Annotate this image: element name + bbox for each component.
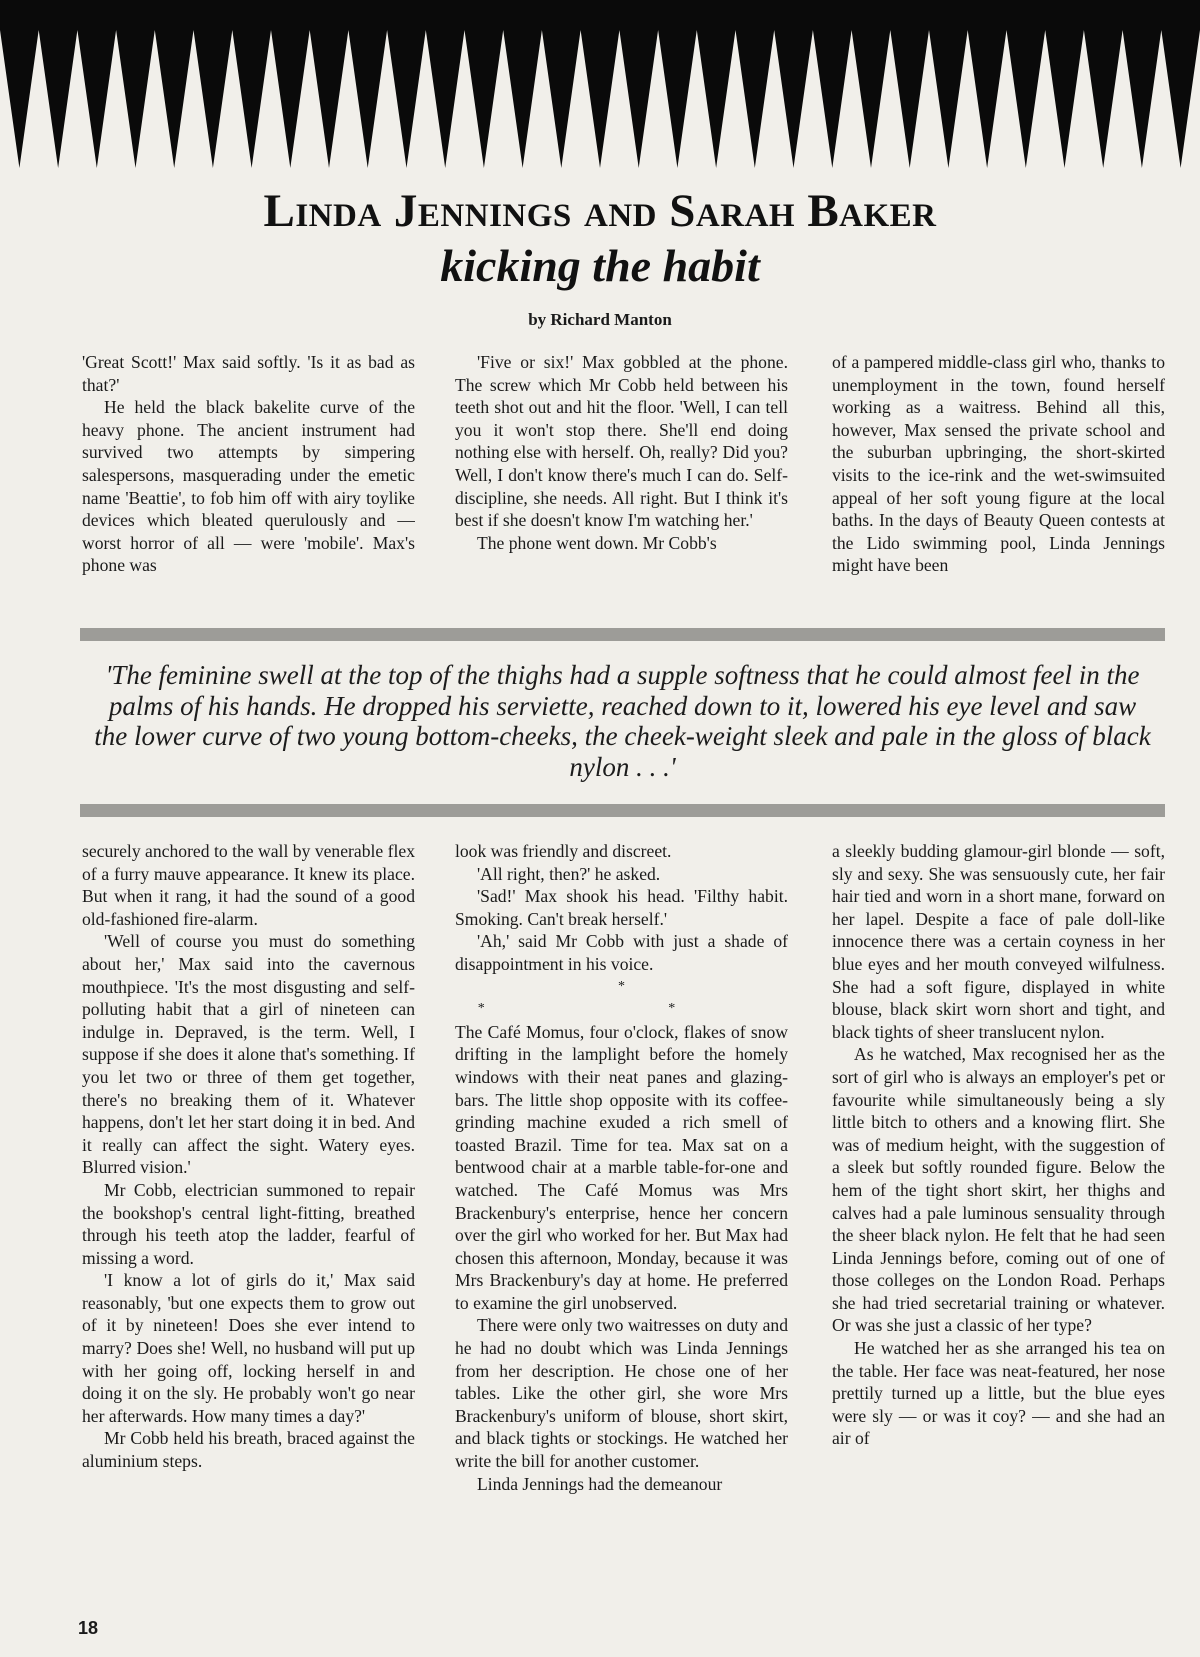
pull-quote: 'The feminine swell at the top of the thighs had a supple softness that he could almost feel in the palms of his hands. He dropped his serviette, reached down to it, lowered his eye level and saw the lower curve of two young bottom-cheeks, the cheek-weight sleek and pale in the gloss of black nylon . . .' xyxy=(94,660,1151,782)
top-column-1 xyxy=(82,351,415,601)
paragraph: He watched her as she arranged his tea on the table. Her face was neat-featured, her nose prettily turned up a little, but the blue eyes were sly — or was it coy? — and she had an air of xyxy=(832,1338,1165,1449)
paragraph: 'Well of course you must do something about her,' Max said into the cavernous mouthpiece. 'It's the most disgusting and self-polluting habit that a girl of nineteen can indulge in. Depraved, is the term. Well, I suppose if she does it alone that's something. If you let two or three of them get together, there's no breaking them of it. Whatever happens, don't let her start doing it in bed. And it really can affect the sight. Watery eyes. Blurred vision.' xyxy=(82,931,415,1178)
column-2-before-break xyxy=(455,840,788,976)
paragraph: Mr Cobb held his breath, braced against the aluminium steps. xyxy=(82,1428,415,1472)
paragraph: look was friendly and discreet. xyxy=(455,841,672,861)
paragraph: 'Sad!' Max shook his head. 'Filthy habit. Smoking. Can't break herself.' xyxy=(455,886,788,929)
paragraph: As he watched, Max recognised her as the sort of girl who is always an employer's pet or favourite while simultaneously being a sly little bitch to others and a knowing flirt. She was of medium height, with the suggestion of a sleek but softly rounded figure. Below the hem of the tight short skirt, her thighs and calves had a pale luminous sensuality through the sheer black nylon. He felt that he had seen Linda Jennings before, coming out of one of those colleges on the London Road. Perhaps she had tried secretarial training or whatever. Or was she just a classic of her type? xyxy=(832,1044,1165,1336)
article-title: Linda Jennings and Sarah Baker xyxy=(263,185,937,237)
paragraph: There were only two waitresses on duty and he had no doubt which was Linda Jennings from her description. He chose one of her tables. Like the other girl, she wore Mrs Brackenbury's uniform of blouse, short skirt, and black tights or stockings. He watched her write the bill for another customer. xyxy=(455,1315,788,1472)
top-column-2 xyxy=(455,351,788,601)
paragraph: He held the black bakelite curve of the heavy phone. The ancient instrument had survived two attempts by simpering salespersons, masquerading under the emetic name 'Beattie', to fob him off with airy toylike devices which bleated querulously and — worst horror of all — were 'mobile'. Max's phone was xyxy=(82,397,415,576)
column-2-after-break xyxy=(455,1021,788,1495)
zigzag-teeth xyxy=(0,0,1200,168)
top-column-3 xyxy=(832,351,1165,601)
bottom-column-2 xyxy=(455,840,788,1610)
paragraph: securely anchored to the wall by venerable flex of a furry mauve appearance. It knew its place. But when it rang, it had the sound of a good old-fashioned fire-alarm. xyxy=(82,841,415,929)
section-break: * * * xyxy=(477,978,766,1017)
bottom-column-1 xyxy=(82,840,415,1610)
paragraph: Linda Jennings had the demeanour xyxy=(477,1473,723,1494)
byline: by Richard Manton xyxy=(528,310,672,329)
pull-quote-rule-bottom xyxy=(80,804,1165,817)
paragraph: Mr Cobb, electrician summoned to repair the bookshop's central light-fitting, breathed through his teeth atop the ladder, fearful of missing a word. xyxy=(82,1179,415,1268)
paragraph: 'I know a lot of girls do it,' Max said reasonably, 'but one expects them to grow out of it by nineteen! Does she ever intend to marry? Does she! Well, no husband will put up with her going off, locking herself in and doing it on the sly. He probably won't go near her afterwards. How many times a day?' xyxy=(82,1270,415,1426)
paragraph: a sleekly budding glamour-girl blonde — soft, sly and sexy. She was sensuously cute, her fair hair tied and worn in a short mane, forward on her lapel. Despite a face of pale doll-like innocence there was a certain coyness in her blue eyes and her mouth conveyed wilfulness. She had a soft figure, displayed in white blouse, black skirt worn short and tight, and black tights of sheer translucent nylon. xyxy=(832,841,1165,1042)
page-number: 18 xyxy=(78,1618,99,1638)
paragraph: 'Great Scott!' Max said softly. 'Is it as bad as that?' xyxy=(82,352,415,395)
paragraph: 'Ah,' said Mr Cobb with just a shade of disappointment in his voice. xyxy=(455,931,788,974)
paragraph: The phone went down. Mr Cobb's xyxy=(477,532,717,553)
paragraph: 'All right, then?' he asked. xyxy=(477,863,661,884)
pull-quote-rule-top xyxy=(80,628,1165,641)
paragraph: 'Five or six!' Max gobbled at the phone. The screw which Mr Cobb held between his teeth shot out and hit the floor. 'Well, I can tell you it won't stop there. She'll end doing nothing else with herself. Oh, really? Did you? Well, I don't know there's much I can do. Self-discipline, she needs. All right. But I think it's best if she doesn't know I'm watching her.' xyxy=(455,352,788,531)
article-subtitle: kicking the habit xyxy=(440,240,760,291)
paragraph: The Café Momus, four o'clock, flakes of snow drifting in the lamplight before the homely windows with their neat panes and glazing-bars. The little shop opposite with its coffee-grinding machine exuded a rich smell of toasted Brazil. Time for tea. Max sat on a bentwood chair at a marble table-for-one and watched. The Café Momus was Mrs Brackenbury's enterprise, hence her concern over the girl who worked for her. But Max had chosen this afternoon, Monday, because it was Mrs Brackenbury's day at home. He preferred to examine the girl unobserved. xyxy=(455,1021,788,1313)
paragraph: of a pampered middle-class girl who, thanks to unemployment in the town, found herself working as a waitress. Behind all this, however, Max sensed the private school and the suburban upbringing, the short-skirted visits to the ice-rink and the wet-swimsuited appeal of her soft young figure at the local baths. In the days of Beauty Queen contests at the Lido swimming pool, Linda Jennings might have been xyxy=(832,352,1165,576)
zigzag-border xyxy=(0,0,1200,180)
bottom-column-3 xyxy=(832,840,1165,1610)
